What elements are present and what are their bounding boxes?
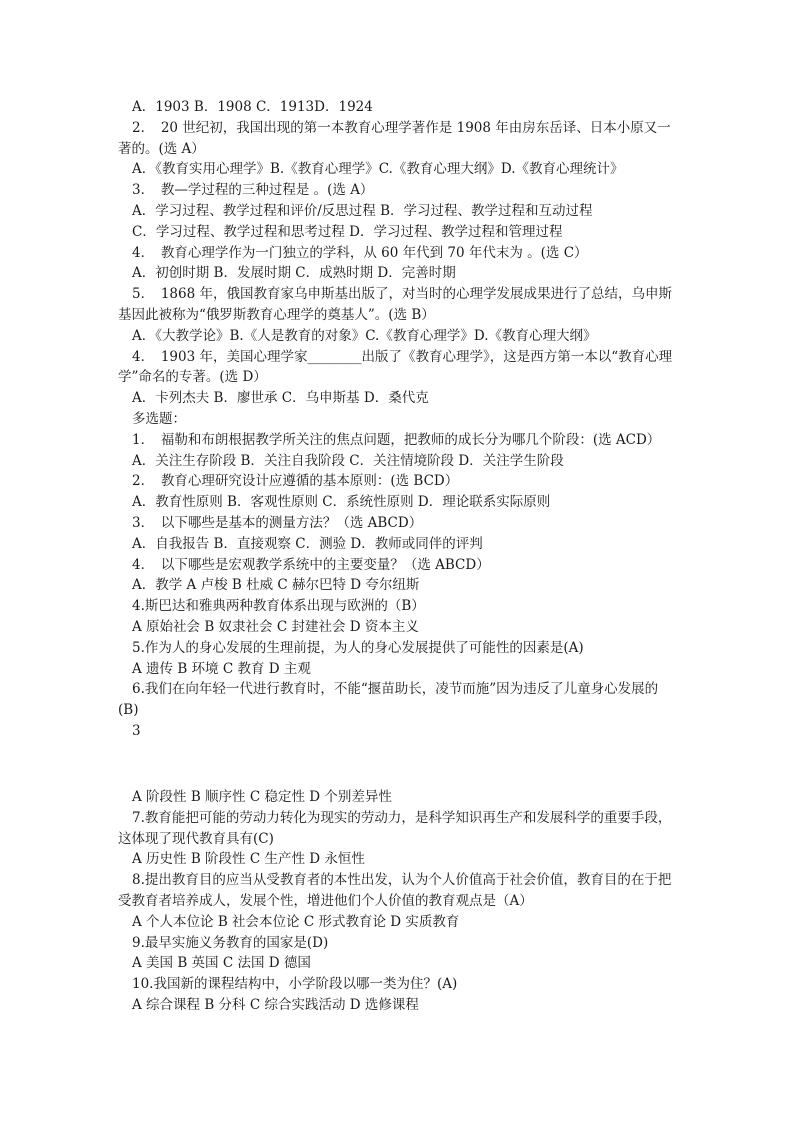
text-line: 2． 20 世纪初，我国出现的第一本教育心理学著作是 1908 年由房东岳译、日本小原又一著的。(选 A）	[118, 119, 671, 157]
text-line: 10.我国新的课程结构中，小学阶段以哪一类为住？(A)	[132, 976, 458, 993]
text-line: A．学习过程、教学过程和评价/反思过程 B．学习过程、教学过程和互动过程	[132, 202, 593, 219]
text-line: A 综合课程 B 分科 C 综合实践活动 D 选修课程	[132, 996, 419, 1013]
text-line: A．教学 A 卢梭 B 杜威 C 赫尔巴特 D 夸尔纽斯	[132, 577, 420, 594]
text-line: A 个人本位论 B 社会本位论 C 形式教育论 D 实质教育	[132, 913, 460, 930]
text-line: C．学习过程、教学过程和思考过程 D．学习过程、教学过程和管理过程	[132, 223, 563, 240]
text-line: 7.教育能把可能的劳动力转化为现实的劳动力，是科学知识再生产和发展科学的重要手段，这体现了现代教育具有(C)	[118, 809, 672, 847]
text-line: 4． 1903 年，美国心理学家________出版了《教育心理学》，这是西方第一本以“教育心理学”命名的专著。(选 D）	[118, 348, 673, 386]
text-line: A．教育性原则 B．客观性原则 C．系统性原则 D．理论联系实际原则	[132, 494, 551, 511]
text-line: A 原始社会 B 奴隶社会 C 封建社会 D 资本主义	[132, 618, 419, 635]
text-line: A．卡列杰夫 B．廖世承 C．乌申斯基 D．桑代克	[132, 390, 429, 407]
text-line: 4． 以下哪些是宏观教学系统中的主要变量？（选 ABCD）	[132, 556, 490, 573]
text-line: 2． 教育心理研究设计应遵循的基本原则：(选 BCD）	[132, 473, 459, 490]
text-line: 4.斯巴达和雅典两种教育体系出现与欧洲的（B）	[132, 598, 425, 615]
text-line: A．初创时期 B．发展时期 C．成熟时期 D．完善时期	[132, 265, 456, 282]
text-line: 5.作为人的身心发展的生理前提，为人的身心发展提供了可能性的因素是(A)	[132, 639, 584, 656]
text-line: 3． 教—学过程的三种过程是 。(选 A）	[132, 182, 374, 199]
text-line: 多选题：	[132, 410, 186, 427]
text-line: 5． 1868 年，俄国教育家乌申斯基出版了，对当时的心理学发展成果进行了总结，乌申斯基因此被称为“俄罗斯教育心理学的奠基人”。(选 B）	[118, 286, 672, 323]
text-line: A．1903 B．1908 C．1913D．1924	[132, 99, 373, 115]
text-line: 9.最早实施义务教育的国家是(D)	[132, 934, 329, 951]
text-line: A．关注生存阶段 B．关注自我阶段 C．关注情境阶段 D．关注学生阶段	[132, 452, 564, 469]
text-line: A 遗传 B 环境 C 教育 D 主观	[132, 660, 311, 677]
text-line: 1． 福勒和布朗根据教学所关注的焦点问题，把教师的成长分为哪几个阶段：(选 ACD）	[132, 431, 661, 448]
text-line: 6.我们在向年轻一代进行教育时，不能“揠苗助长，凌节而施”因为违反了儿童身心发展的(B)	[118, 681, 659, 719]
text-line: A．《大教学论》B.《人是教育的对象》C.《教育心理学》D.《教育心理大纲》	[132, 327, 597, 344]
text-line: A 历史性 B 阶段性 C 生产性 D 永恒性	[132, 851, 365, 868]
text-block-bottom	[118, 787, 678, 1016]
text-line: A．自我报告 B．直接观察 C．测验 D．教师或同伴的评判	[132, 535, 483, 552]
text-line: 8.提出教育目的应当从受教育者的本性出发，认为个人价值高于社会价值，教育目的在于把受教育者培养成人，发展个性，增进他们个人价值的教育观点是（A）	[118, 872, 672, 909]
text-line: A 阶段性 B 顺序性 C 稳定性 D 个别差异性	[132, 789, 392, 805]
text-line: 3． 以下哪些是基本的测量方法？（选 ABCD）	[132, 514, 423, 531]
text-line: A 美国 B 英国 C 法国 D 德国	[132, 955, 311, 972]
text-line: A．《教育实用心理学》B.《教育心理学》C.《教育心理大纲》D.《教育心理统计》	[132, 161, 624, 178]
text-block-top	[118, 97, 678, 742]
text-line: 4． 教育心理学作为一门独立的学科，从 60 年代到 70 年代末为 。(选 C）	[132, 244, 588, 261]
text-line: 3	[132, 722, 141, 739]
